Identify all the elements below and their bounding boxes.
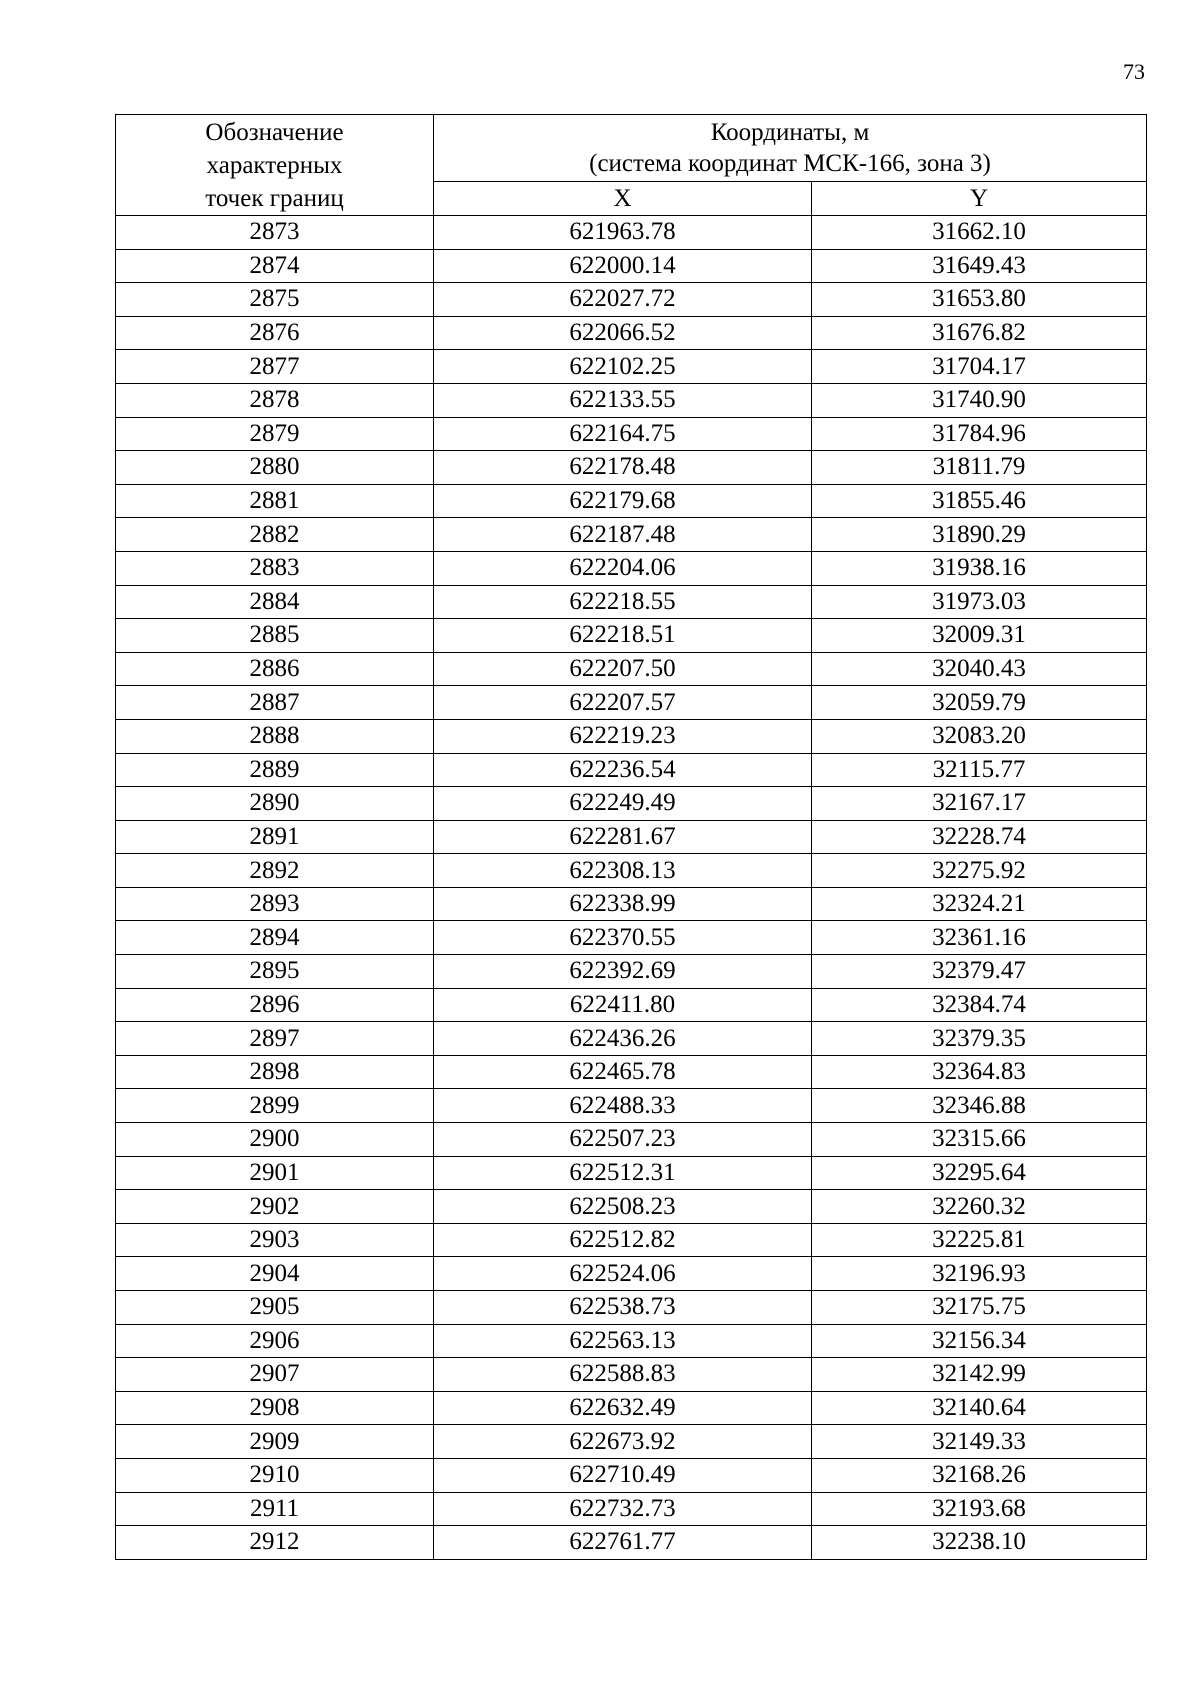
y-coordinate-cell: 32384.74 bbox=[812, 988, 1147, 1022]
y-coordinate-cell: 32315.66 bbox=[812, 1123, 1147, 1157]
point-id-cell: 2873 bbox=[116, 216, 434, 250]
x-coordinate-cell: 622249.49 bbox=[434, 787, 812, 821]
y-coordinate-cell: 32324.21 bbox=[812, 887, 1147, 921]
point-id-cell: 2886 bbox=[116, 652, 434, 686]
y-coordinate-cell: 32175.75 bbox=[812, 1291, 1147, 1325]
y-coordinate-cell: 31855.46 bbox=[812, 484, 1147, 518]
y-coordinate-cell: 32346.88 bbox=[812, 1089, 1147, 1123]
header-x: X bbox=[434, 182, 812, 216]
y-coordinate-cell: 32364.83 bbox=[812, 1055, 1147, 1089]
y-coordinate-cell: 32379.47 bbox=[812, 955, 1147, 989]
x-coordinate-cell: 622673.92 bbox=[434, 1425, 812, 1459]
table-row bbox=[116, 417, 1147, 451]
point-id-cell: 2893 bbox=[116, 887, 434, 921]
table-row bbox=[116, 350, 1147, 384]
header-points-line-3: точек границ bbox=[205, 184, 344, 212]
y-coordinate-cell: 32361.16 bbox=[812, 921, 1147, 955]
table-row bbox=[116, 1156, 1147, 1190]
x-coordinate-cell: 622207.57 bbox=[434, 686, 812, 720]
y-coordinate-cell: 32193.68 bbox=[812, 1492, 1147, 1526]
point-id-cell: 2899 bbox=[116, 1089, 434, 1123]
header-coordinates bbox=[434, 115, 1147, 182]
point-id-cell: 2909 bbox=[116, 1425, 434, 1459]
point-id-cell: 2901 bbox=[116, 1156, 434, 1190]
x-coordinate-cell: 622218.55 bbox=[434, 585, 812, 619]
point-id-cell: 2905 bbox=[116, 1291, 434, 1325]
point-id-cell: 2894 bbox=[116, 921, 434, 955]
point-id-cell: 2896 bbox=[116, 988, 434, 1022]
table-row bbox=[116, 1123, 1147, 1157]
table-row bbox=[116, 383, 1147, 417]
x-coordinate-cell: 622219.23 bbox=[434, 719, 812, 753]
table-row bbox=[116, 216, 1147, 250]
x-coordinate-cell: 622102.25 bbox=[434, 350, 812, 384]
point-id-cell: 2891 bbox=[116, 820, 434, 854]
x-coordinate-cell: 622066.52 bbox=[434, 316, 812, 350]
table-row bbox=[116, 854, 1147, 888]
table-row bbox=[116, 451, 1147, 485]
x-coordinate-cell: 622164.75 bbox=[434, 417, 812, 451]
point-id-cell: 2874 bbox=[116, 249, 434, 283]
point-id-cell: 2889 bbox=[116, 753, 434, 787]
header-points-line-1: Обозначение bbox=[205, 118, 344, 146]
y-coordinate-cell: 32149.33 bbox=[812, 1425, 1147, 1459]
point-id-cell: 2903 bbox=[116, 1223, 434, 1257]
y-coordinate-cell: 31938.16 bbox=[812, 551, 1147, 585]
point-id-cell: 2879 bbox=[116, 417, 434, 451]
table-body bbox=[116, 216, 1147, 1560]
table-row bbox=[116, 1223, 1147, 1257]
table-row bbox=[116, 988, 1147, 1022]
table-row bbox=[116, 1291, 1147, 1325]
x-coordinate-cell: 622411.80 bbox=[434, 988, 812, 1022]
point-id-cell: 2887 bbox=[116, 686, 434, 720]
point-id-cell: 2897 bbox=[116, 1022, 434, 1056]
x-coordinate-cell: 622465.78 bbox=[434, 1055, 812, 1089]
point-id-cell: 2898 bbox=[116, 1055, 434, 1089]
x-coordinate-cell: 622207.50 bbox=[434, 652, 812, 686]
x-coordinate-cell: 622236.54 bbox=[434, 753, 812, 787]
x-coordinate-cell: 622732.73 bbox=[434, 1492, 812, 1526]
x-coordinate-cell: 622370.55 bbox=[434, 921, 812, 955]
x-coordinate-cell: 622563.13 bbox=[434, 1324, 812, 1358]
x-coordinate-cell: 622538.73 bbox=[434, 1291, 812, 1325]
x-coordinate-cell: 622507.23 bbox=[434, 1123, 812, 1157]
table-header bbox=[116, 115, 1147, 216]
point-id-cell: 2900 bbox=[116, 1123, 434, 1157]
x-coordinate-cell: 622488.33 bbox=[434, 1089, 812, 1123]
x-coordinate-cell: 622392.69 bbox=[434, 955, 812, 989]
x-coordinate-cell: 622524.06 bbox=[434, 1257, 812, 1291]
header-y: Y bbox=[812, 182, 1147, 216]
table-row bbox=[116, 283, 1147, 317]
point-id-cell: 2885 bbox=[116, 619, 434, 653]
header-points-line-2: характерных bbox=[206, 151, 343, 179]
table-row bbox=[116, 1391, 1147, 1425]
table-row bbox=[116, 820, 1147, 854]
coordinates-table bbox=[115, 114, 1147, 1560]
table-row bbox=[116, 619, 1147, 653]
y-coordinate-cell: 32225.81 bbox=[812, 1223, 1147, 1257]
table-row bbox=[116, 1022, 1147, 1056]
x-coordinate-cell: 622508.23 bbox=[434, 1190, 812, 1224]
x-coordinate-cell: 622178.48 bbox=[434, 451, 812, 485]
point-id-cell: 2890 bbox=[116, 787, 434, 821]
point-id-cell: 2880 bbox=[116, 451, 434, 485]
table-row bbox=[116, 686, 1147, 720]
point-id-cell: 2904 bbox=[116, 1257, 434, 1291]
table-row bbox=[116, 1492, 1147, 1526]
y-coordinate-cell: 32140.64 bbox=[812, 1391, 1147, 1425]
y-coordinate-cell: 32167.17 bbox=[812, 787, 1147, 821]
y-coordinate-cell: 31653.80 bbox=[812, 283, 1147, 317]
x-coordinate-cell: 622512.82 bbox=[434, 1223, 812, 1257]
y-coordinate-cell: 32059.79 bbox=[812, 686, 1147, 720]
point-id-cell: 2877 bbox=[116, 350, 434, 384]
y-coordinate-cell: 31973.03 bbox=[812, 585, 1147, 619]
header-coordinates-line-2: (система координат МСК-166, зона 3) bbox=[589, 150, 991, 177]
y-coordinate-cell: 32156.34 bbox=[812, 1324, 1147, 1358]
x-coordinate-cell: 622338.99 bbox=[434, 887, 812, 921]
table-row bbox=[116, 1190, 1147, 1224]
point-id-cell: 2906 bbox=[116, 1324, 434, 1358]
table-row bbox=[116, 652, 1147, 686]
y-coordinate-cell: 32295.64 bbox=[812, 1156, 1147, 1190]
x-coordinate-cell: 622436.26 bbox=[434, 1022, 812, 1056]
point-id-cell: 2911 bbox=[116, 1492, 434, 1526]
y-coordinate-cell: 31704.17 bbox=[812, 350, 1147, 384]
table-row bbox=[116, 1358, 1147, 1392]
x-coordinate-cell: 622179.68 bbox=[434, 484, 812, 518]
table-row bbox=[116, 719, 1147, 753]
point-id-cell: 2882 bbox=[116, 518, 434, 552]
point-id-cell: 2902 bbox=[116, 1190, 434, 1224]
y-coordinate-cell: 31676.82 bbox=[812, 316, 1147, 350]
x-coordinate-cell: 622588.83 bbox=[434, 1358, 812, 1392]
table-row bbox=[116, 1055, 1147, 1089]
table-row bbox=[116, 1526, 1147, 1560]
point-id-cell: 2878 bbox=[116, 383, 434, 417]
x-coordinate-cell: 622761.77 bbox=[434, 1526, 812, 1560]
x-coordinate-cell: 622204.06 bbox=[434, 551, 812, 585]
y-coordinate-cell: 31784.96 bbox=[812, 417, 1147, 451]
table-row bbox=[116, 787, 1147, 821]
y-coordinate-cell: 32115.77 bbox=[812, 753, 1147, 787]
point-id-cell: 2895 bbox=[116, 955, 434, 989]
y-coordinate-cell: 31662.10 bbox=[812, 216, 1147, 250]
point-id-cell: 2910 bbox=[116, 1458, 434, 1492]
point-id-cell: 2912 bbox=[116, 1526, 434, 1560]
table-row bbox=[116, 249, 1147, 283]
table-row bbox=[116, 921, 1147, 955]
x-coordinate-cell: 622512.31 bbox=[434, 1156, 812, 1190]
y-coordinate-cell: 32083.20 bbox=[812, 719, 1147, 753]
y-coordinate-cell: 32379.35 bbox=[812, 1022, 1147, 1056]
x-coordinate-cell: 622632.49 bbox=[434, 1391, 812, 1425]
table-row bbox=[116, 585, 1147, 619]
point-id-cell: 2884 bbox=[116, 585, 434, 619]
y-coordinate-cell: 32228.74 bbox=[812, 820, 1147, 854]
table-row bbox=[116, 551, 1147, 585]
point-id-cell: 2876 bbox=[116, 316, 434, 350]
x-coordinate-cell: 622000.14 bbox=[434, 249, 812, 283]
header-points bbox=[116, 115, 434, 216]
table-row bbox=[116, 887, 1147, 921]
x-coordinate-cell: 622710.49 bbox=[434, 1458, 812, 1492]
table-row bbox=[116, 1089, 1147, 1123]
x-coordinate-cell: 622133.55 bbox=[434, 383, 812, 417]
y-coordinate-cell: 32040.43 bbox=[812, 652, 1147, 686]
point-id-cell: 2908 bbox=[116, 1391, 434, 1425]
table-row bbox=[116, 1324, 1147, 1358]
point-id-cell: 2888 bbox=[116, 719, 434, 753]
table-row bbox=[116, 484, 1147, 518]
x-coordinate-cell: 622218.51 bbox=[434, 619, 812, 653]
x-coordinate-cell: 622281.67 bbox=[434, 820, 812, 854]
y-coordinate-cell: 32142.99 bbox=[812, 1358, 1147, 1392]
y-coordinate-cell: 32238.10 bbox=[812, 1526, 1147, 1560]
y-coordinate-cell: 32009.31 bbox=[812, 619, 1147, 653]
y-coordinate-cell: 32260.32 bbox=[812, 1190, 1147, 1224]
table-row bbox=[116, 1425, 1147, 1459]
y-coordinate-cell: 31890.29 bbox=[812, 518, 1147, 552]
point-id-cell: 2883 bbox=[116, 551, 434, 585]
y-coordinate-cell: 31811.79 bbox=[812, 451, 1147, 485]
point-id-cell: 2892 bbox=[116, 854, 434, 888]
point-id-cell: 2875 bbox=[116, 283, 434, 317]
y-coordinate-cell: 31740.90 bbox=[812, 383, 1147, 417]
page-number: 73 bbox=[1123, 59, 1145, 84]
x-coordinate-cell: 622027.72 bbox=[434, 283, 812, 317]
y-coordinate-cell: 32168.26 bbox=[812, 1458, 1147, 1492]
point-id-cell: 2881 bbox=[116, 484, 434, 518]
table-row bbox=[116, 955, 1147, 989]
y-coordinate-cell: 32196.93 bbox=[812, 1257, 1147, 1291]
y-coordinate-cell: 31649.43 bbox=[812, 249, 1147, 283]
x-coordinate-cell: 621963.78 bbox=[434, 216, 812, 250]
y-coordinate-cell: 32275.92 bbox=[812, 854, 1147, 888]
table-row bbox=[116, 316, 1147, 350]
table-row bbox=[116, 518, 1147, 552]
table-row bbox=[116, 1257, 1147, 1291]
point-id-cell: 2907 bbox=[116, 1358, 434, 1392]
header-coordinates-line-1: Координаты, м bbox=[710, 119, 870, 146]
table-row bbox=[116, 1458, 1147, 1492]
x-coordinate-cell: 622187.48 bbox=[434, 518, 812, 552]
table-row bbox=[116, 753, 1147, 787]
x-coordinate-cell: 622308.13 bbox=[434, 854, 812, 888]
